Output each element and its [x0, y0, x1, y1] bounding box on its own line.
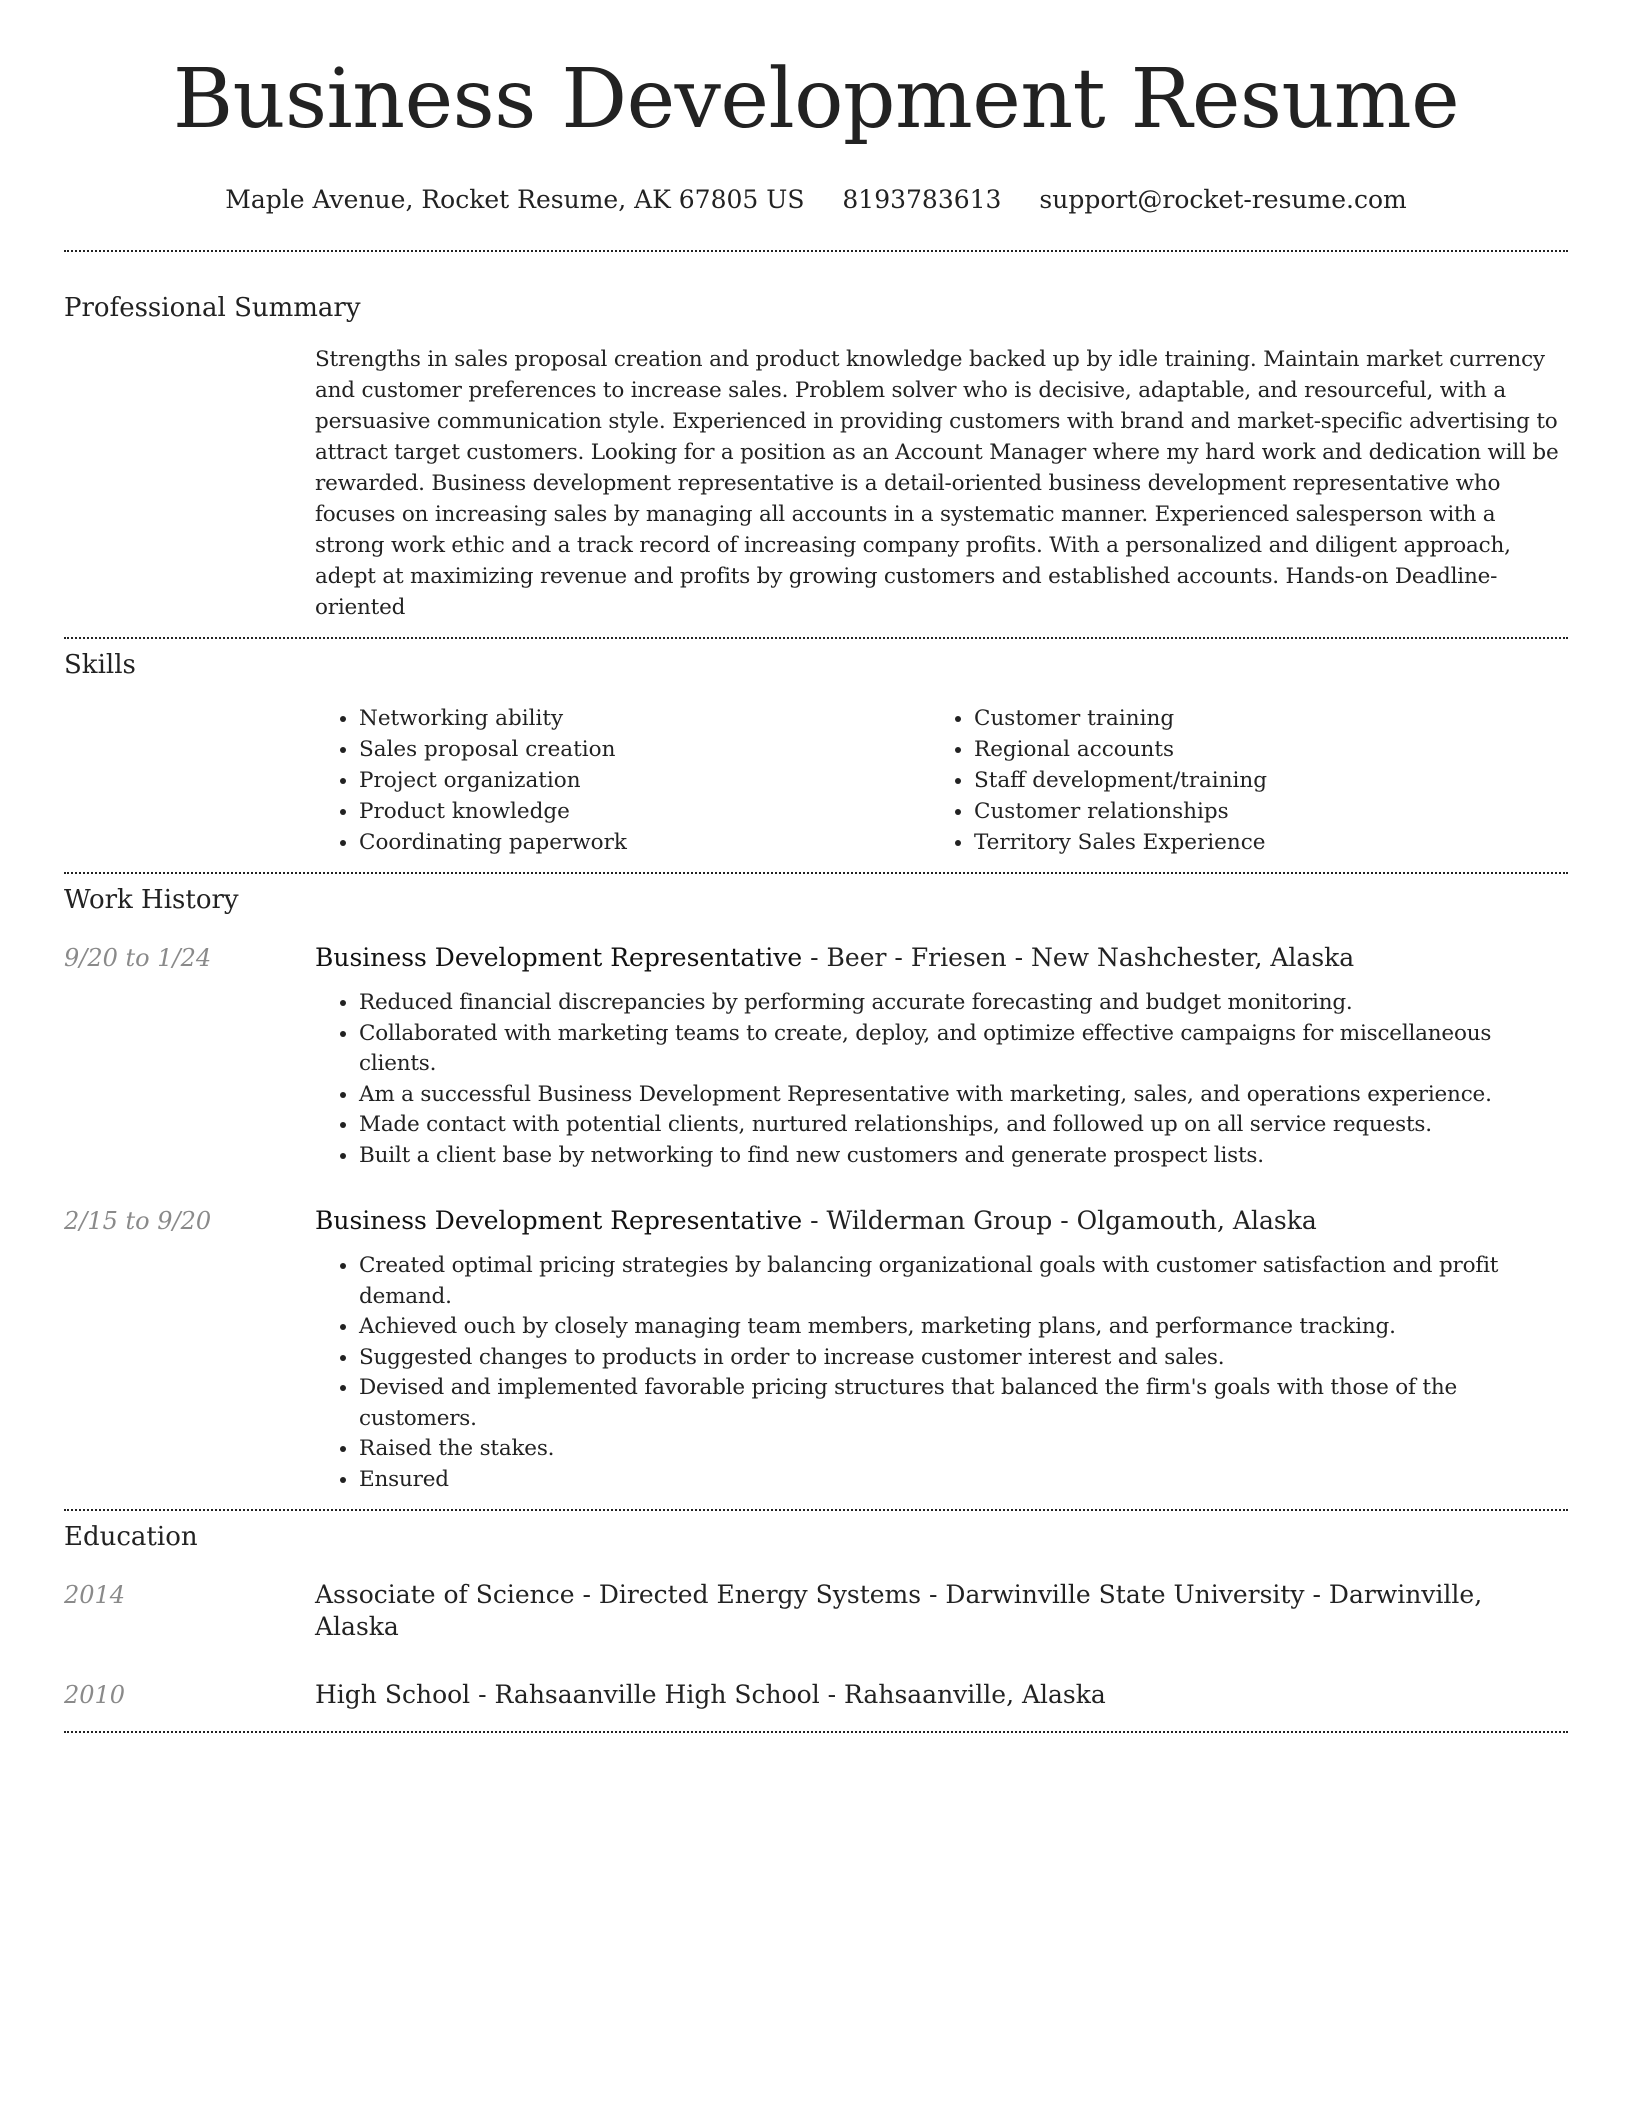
- job-bullet: • Devised and implemented favorable pricing structures that balanced the firm's goals with those of the customers.: [359, 1373, 1568, 1434]
- job-bullet: • Made contact with potential clients, nurtured relationships, and followed up on all service requests.: [359, 1110, 1568, 1141]
- education-section: [64, 1511, 1568, 1711]
- contact-address: Maple Avenue, Rocket Resume, AK 67805 US: [225, 185, 805, 214]
- summary-heading: Professional Summary: [64, 293, 361, 323]
- summary-section: [64, 252, 1568, 623]
- job-date: 2/15 to 9/20: [64, 1207, 212, 1235]
- job-company: - Beer - Friesen - New Nashchester, Alaska: [802, 943, 1355, 972]
- education-degree: Associate of Science: [315, 1580, 575, 1609]
- resume-title: Business Development Resume: [172, 52, 1460, 147]
- contact-phone: 8193783613: [842, 185, 1002, 214]
- education-title: [315, 1579, 1568, 1643]
- education-school: - Rahsaanville High School - Rahsaanville, Alaska: [470, 1680, 1106, 1709]
- skill-item: • Coordinating paperwork: [359, 827, 930, 858]
- job-bullet: • Built a client base by networking to find new customers and generate prospect lists.: [359, 1141, 1568, 1172]
- skill-item: • Networking ability: [359, 703, 930, 734]
- education-title: [315, 1679, 1106, 1711]
- job-bullet: • Suggested changes to products in order to increase customer interest and sales.: [359, 1343, 1568, 1374]
- summary-text: Strengths in sales proposal creation and product knowledge backed up by idle training. Maintain market currency and customer preferences to increase sales. Problem solver who is decisive, adaptable, and resourceful, with a persuasive communication style. Experienced in providing customers with brand and market-specific advertising to attract target customers. Looking for a position as an Account Manager where my hard work and dedication will be rewarded. Business development representative is a detail-oriented business development representative who focuses on increasing sales by managing all accounts in a systematic manner. Experienced salesperson with a strong work ethic and a track record of increasing company profits. With a personalized and diligent approach, adept at maximizing revenue and profits by growing customers and established accounts. Hands-on Deadline-oriented: [315, 347, 1559, 620]
- job-date: 9/20 to 1/24: [64, 944, 212, 972]
- job-entry: [64, 942, 1568, 1171]
- work-section: [64, 874, 1568, 1495]
- skill-item: • Customer training: [974, 703, 1545, 734]
- job-bullets: [315, 1251, 1568, 1495]
- skill-item: • Customer relationships: [974, 796, 1545, 827]
- skills-heading: Skills: [64, 650, 136, 680]
- job-company: - Wilderman Group - Olgamouth, Alaska: [802, 1206, 1317, 1235]
- education-entry: [64, 1579, 1568, 1643]
- skill-item: • Territory Sales Experience: [974, 827, 1545, 858]
- skill-item: • Staff development/training: [974, 765, 1545, 796]
- skills-section: [64, 639, 1568, 858]
- skills-list-right: [930, 703, 1545, 858]
- skill-item: • Sales proposal creation: [359, 734, 930, 765]
- education-date: 2010: [64, 1681, 126, 1709]
- job-bullet: • Ensured: [359, 1465, 1568, 1496]
- education-school: - Directed Energy Systems - Darwinville State University - Darwinville, Alaska: [315, 1580, 1483, 1641]
- skill-item: • Regional accounts: [974, 734, 1545, 765]
- contact-email: support@rocket-resume.com: [1039, 185, 1407, 214]
- job-bullet: • Achieved ouch by closely managing team members, marketing plans, and performance tracking.: [359, 1312, 1568, 1343]
- skill-item: • Project organization: [359, 765, 930, 796]
- contact-line: [64, 184, 1568, 216]
- skills-list-left: [315, 703, 930, 858]
- job-bullet: • Reduced financial discrepancies by performing accurate forecasting and budget monitoring.: [359, 988, 1568, 1019]
- job-bullet: • Created optimal pricing strategies by balancing organizational goals with customer satisfaction and profit demand.: [359, 1251, 1568, 1312]
- job-title: [315, 1205, 1568, 1237]
- education-heading: Education: [64, 1522, 198, 1552]
- education-entry: [64, 1679, 1568, 1711]
- job-title: [315, 942, 1568, 974]
- job-bullets: [315, 988, 1568, 1171]
- divider: [64, 1731, 1568, 1733]
- job-bullet: • Raised the stakes.: [359, 1434, 1568, 1465]
- work-heading: Work History: [64, 885, 239, 915]
- job-bullet: • Collaborated with marketing teams to create, deploy, and optimize effective campaigns for miscellaneous clients.: [359, 1019, 1568, 1080]
- skill-item: • Product knowledge: [359, 796, 930, 827]
- education-date: 2014: [64, 1581, 126, 1609]
- job-role: Business Development Representative: [315, 943, 803, 972]
- job-entry: [64, 1205, 1568, 1495]
- job-bullet: • Am a successful Business Development Representative with marketing, sales, and operations experience.: [359, 1080, 1568, 1111]
- education-degree: High School: [315, 1680, 471, 1709]
- job-role: Business Development Representative: [315, 1206, 803, 1235]
